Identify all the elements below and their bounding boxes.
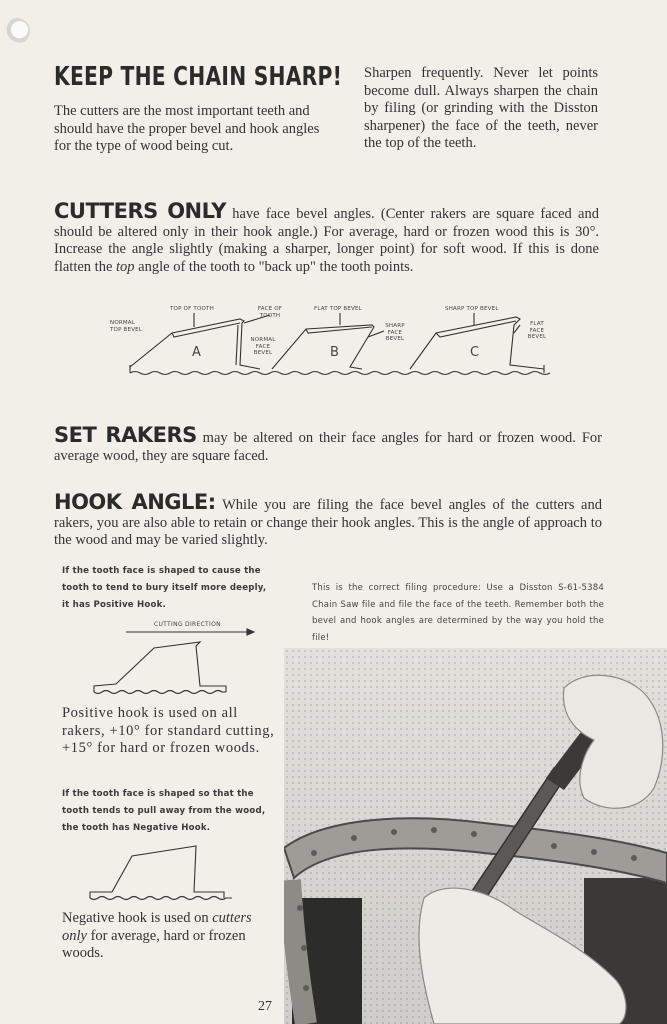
negative-hook-italic: cutters only	[62, 910, 252, 944]
page-number: 27	[258, 999, 272, 1014]
label-face-of-tooth: FACE OF TOOTH	[257, 306, 283, 319]
filing-photo	[284, 648, 667, 1024]
tooth-diagram-svg	[110, 303, 555, 383]
keep-sharp-left-text: The cutters are the most important teeth and should have the proper bevel and hook angles for the type of wood being cut.	[54, 103, 320, 154]
negative-hook-text-2: for average, hard or frozen woods.	[62, 927, 246, 961]
cutters-only-text-1: have face bevel angles. (Center rakers are square faced and should be altered only in their hook angle.) For average, hard or frozen wood this is 30°. Increase the angle slightly (making a sharper, longer point) for soft wood. If this is done flatten the	[54, 206, 599, 275]
cutters-only-text-2: angle of the tooth to "back up" the tooth points.	[134, 258, 414, 275]
filing-photo-illustration	[284, 648, 667, 1024]
hook-angle-paragraph	[54, 490, 602, 550]
positive-hook-caption: If the tooth face is shaped to cause the tooth to tend to bury itself more deeply, it has Positive Hook.	[62, 566, 267, 610]
corner-mark	[4, 18, 30, 44]
cutters-only-paragraph	[54, 199, 599, 276]
label-flat-face-bevel: FLAT FACE BEVEL	[527, 321, 547, 340]
chain-base-line	[130, 372, 550, 375]
positive-hook-diagram	[60, 626, 270, 706]
label-sharp-top-bevel: SHARP TOP BEVEL	[445, 306, 499, 312]
negative-hook-tooth	[90, 846, 224, 898]
hook-angle-heading: HOOK ANGLE:	[54, 490, 216, 514]
keep-sharp-title-row	[54, 62, 354, 94]
set-rakers-heading: SET RAKERS	[54, 423, 197, 447]
tooth-a-outline	[130, 319, 260, 369]
set-rakers-paragraph	[54, 423, 602, 465]
negative-hook-caption: If the tooth face is shaped so that the tooth tends to pull away from the wood, the tooth has Negative Hook.	[62, 789, 266, 833]
label-normal-face-bevel: NORMAL FACE BEVEL	[250, 337, 276, 356]
label-top-of-tooth: TOP OF TOOTH	[170, 306, 214, 312]
negative-hook-text	[62, 910, 276, 963]
saw-chain	[284, 818, 667, 883]
negative-hook-diagram	[60, 840, 270, 910]
tooth-label-a: A	[192, 345, 201, 360]
keep-sharp-right-text: Sharpen frequently. Never let points become dull. Always sharpen the chain by filing (or grinding with the Disston sharpener) the face of the teeth, never the top of the teeth.	[364, 65, 598, 151]
negative-hook-text-1: Negative hook is used on	[62, 910, 213, 926]
cutters-only-heading: CUTTERS ONLY	[54, 199, 226, 223]
hook-angle-text: While you are filing the face bevel angles of the cutters and rakers, you are also able to retain or change their hook angles. This is the angle of approach to the wood and may be varied slightly.	[54, 497, 602, 548]
label-flat-top-bevel: FLAT TOP BEVEL	[314, 306, 362, 312]
keep-sharp-title: KEEP THE CHAIN SHARP!	[54, 62, 343, 92]
tooth-bevel-diagram	[110, 303, 555, 383]
positive-hook-text: Positive hook is used on all rakers, +10° for standard cutting, +15° for hard or frozen woods.	[62, 705, 275, 756]
tooth-label-c: C	[470, 345, 480, 360]
photo-caption: This is the correct filing procedure: Use a Disston S-61-5384 Chain Saw file and file the face of the teeth. Remember both the bevel and hook angles are determined by the way you hold the file!	[312, 583, 604, 643]
label-normal-top-bevel: NORMAL TOP BEVEL	[110, 320, 143, 333]
tooth-label-b: B	[330, 345, 339, 360]
set-rakers-text: may be altered on their face angles for hard or frozen wood. For average wood, they are square faced.	[54, 430, 602, 464]
cutters-only-italic: top	[116, 258, 135, 275]
positive-hook-tooth	[94, 642, 226, 692]
direction-arrow-head	[247, 629, 254, 635]
cutting-direction-label: CUTTING DIRECTION	[154, 621, 221, 628]
label-sharp-face-bevel: SHARP FACE BEVEL	[385, 323, 405, 342]
